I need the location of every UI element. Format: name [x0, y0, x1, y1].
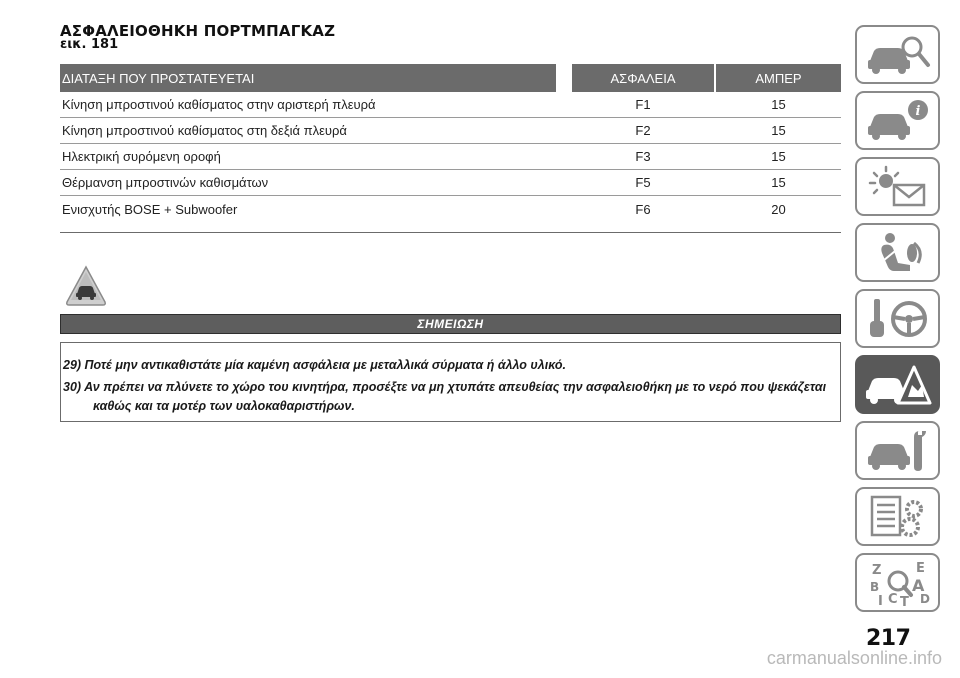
note-item: 30) Αν πρέπει να πλύνετε το χώρο του κινητήρα, προσέξτε να μη χτυπάτε απευθείας την ασφαλειοθήκη με το νερό που ψεκάζεται καθώς και τα μοτέρ των υαλοκαθαριστήρων. [63, 380, 827, 413]
index-letter: B [869, 579, 879, 594]
spec-sheet-gears-icon [864, 493, 932, 541]
key-steering-wheel-icon [864, 295, 932, 343]
note-heading: ΣΗΜΕΙΩΣΗ [60, 314, 841, 334]
watermark: carmanualsonline.info [766, 648, 942, 668]
cell-fuse: F6 [635, 201, 651, 217]
cell-ampere: 15 [771, 123, 786, 138]
car-info-icon [864, 97, 932, 145]
cell-ampere: 20 [771, 201, 786, 217]
index-letter: C [887, 591, 898, 607]
column-header-fuse: ΑΣΦΑΛΕΙΑ [572, 64, 714, 92]
column-header-device: ΔΙΑΤΑΞΗ ΠΟΥ ΠΡΟΣΤΑΤΕΥΕΤΑΙ [60, 64, 556, 92]
page-number: 217 [866, 626, 911, 651]
index-letter: I [877, 593, 883, 607]
tab-emergency[interactable] [855, 355, 940, 414]
cell-ampere: 15 [771, 149, 786, 164]
tab-car-search[interactable] [855, 25, 940, 84]
note-item: 29) Ποτέ μην αντικαθιστάτε μία καμένη ασφάλεια με μεταλλικά σύρματα ή άλλο υλικό. [63, 358, 566, 372]
table-row [60, 118, 841, 144]
table-row [60, 170, 841, 196]
tab-seat-airbag[interactable] [855, 223, 940, 282]
seat-airbag-icon [864, 229, 932, 277]
table-row [60, 196, 841, 222]
cell-device: Ενισχυτής BOSE + Subwoofer [62, 201, 238, 217]
tab-car-info[interactable] [855, 91, 940, 150]
tab-car-maintenance[interactable] [855, 421, 940, 480]
cell-device: Κίνηση μπροστινού καθίσματος στη δεξιά πλευρά [62, 123, 347, 138]
table-row [60, 92, 841, 118]
car-warning-triangle-icon [64, 264, 108, 308]
car-wrench-icon [864, 427, 932, 475]
cell-device: Θέρμανση μπροστινών καθισμάτων [62, 175, 269, 190]
car-emergency-triangle-icon [864, 361, 932, 409]
column-header-ampere: ΑΜΠΕΡ [716, 64, 841, 92]
table-bottom-rule [60, 222, 841, 233]
alphabet-index-icon [864, 559, 932, 607]
cell-fuse: F2 [635, 123, 651, 138]
table-header [60, 64, 841, 92]
tab-alphabetical-index[interactable] [855, 553, 940, 612]
note-box [60, 342, 841, 422]
svg-text:i: i [915, 103, 920, 119]
index-letter: Z [871, 562, 881, 578]
cell-device: Ηλεκτρική συρόμενη οροφή [62, 149, 221, 164]
cell-fuse: F5 [635, 175, 651, 190]
cell-ampere: 15 [771, 97, 786, 112]
cell-device: Κίνηση μπροστινού καθίσματος στην αριστερή πλευρά [62, 97, 376, 112]
index-letter: A [911, 575, 924, 595]
table-row [60, 144, 841, 170]
index-letter: E [915, 560, 925, 576]
index-letter: T [899, 594, 909, 607]
car-search-icon [864, 31, 932, 79]
tab-specifications[interactable] [855, 487, 940, 546]
figure-reference: εικ. 181 [60, 37, 119, 52]
tab-light-envelope[interactable] [855, 157, 940, 216]
light-envelope-icon [864, 163, 932, 211]
fuse-table [60, 64, 841, 233]
index-letter: D [919, 591, 930, 606]
cell-ampere: 15 [771, 175, 786, 190]
tab-key-steering[interactable] [855, 289, 940, 348]
section-title: ΑΣΦΑΛΕΙΟΘΗΚΗ ΠΟΡΤΜΠΑΓΚΑΖ [60, 22, 336, 40]
cell-fuse: F3 [635, 149, 651, 164]
cell-fuse: F1 [635, 97, 651, 112]
